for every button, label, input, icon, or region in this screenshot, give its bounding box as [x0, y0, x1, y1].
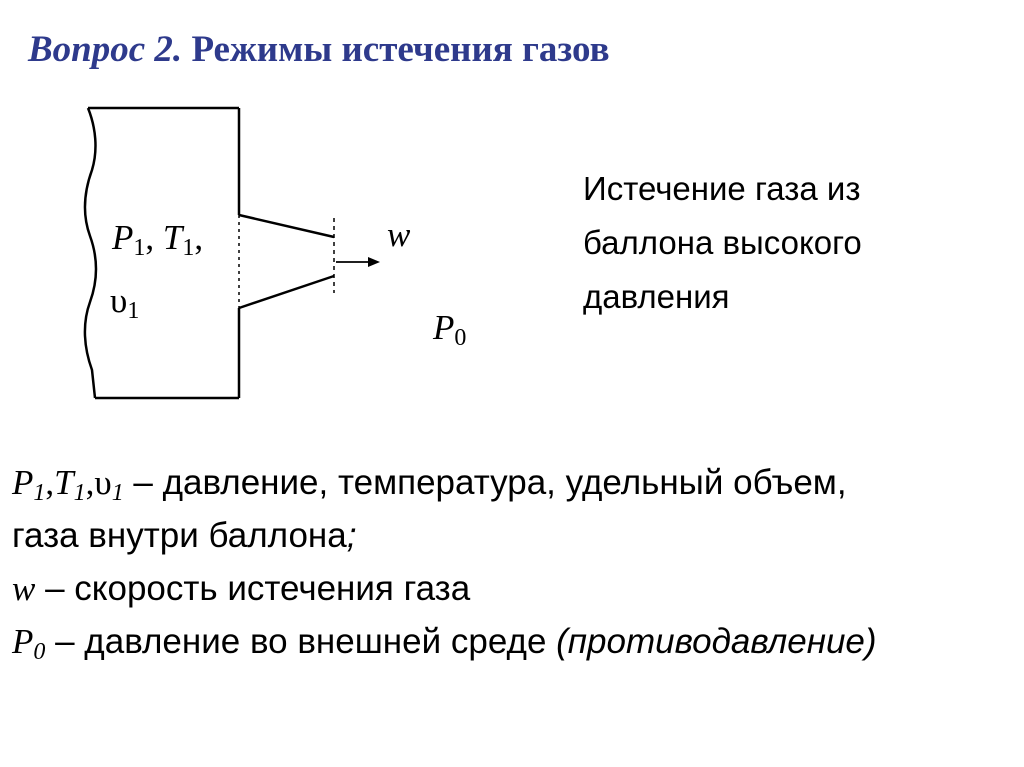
- description-line: баллона высокого: [583, 224, 862, 261]
- balloon-wavy-edge: [85, 108, 96, 398]
- legend-line-backpressure: $P_0$ – давление во внешней среде (противодавление): [12, 622, 877, 665]
- diagram-description: [583, 162, 862, 324]
- title-text: Режимы истечения газов: [191, 29, 610, 70]
- title-question: Вопрос 2.: [28, 29, 183, 70]
- velocity-arrow-head: [368, 257, 380, 267]
- inside-params-line1: $P_1$, $T_1$,: [112, 218, 204, 261]
- legend-line-velocity: w – скорость истечения газа: [12, 569, 471, 608]
- description-line: Истечение газа из: [583, 170, 861, 207]
- legend-line-inside-params-cont: газа внутри баллона;: [12, 516, 357, 555]
- nozzle-lower-wall: [239, 276, 334, 308]
- nozzle-upper-wall: [239, 215, 334, 237]
- description-line: давления: [583, 278, 730, 315]
- inside-params-line2: $\upsilon_1$: [110, 281, 140, 324]
- velocity-label: w: [387, 215, 411, 254]
- legend-line-inside-params: $P_1,T_1,\upsilon_1$ – давление, температура, удельный объем,: [12, 463, 847, 506]
- outside-pressure-label: $P_0$: [433, 308, 467, 351]
- legend-block: [12, 456, 877, 668]
